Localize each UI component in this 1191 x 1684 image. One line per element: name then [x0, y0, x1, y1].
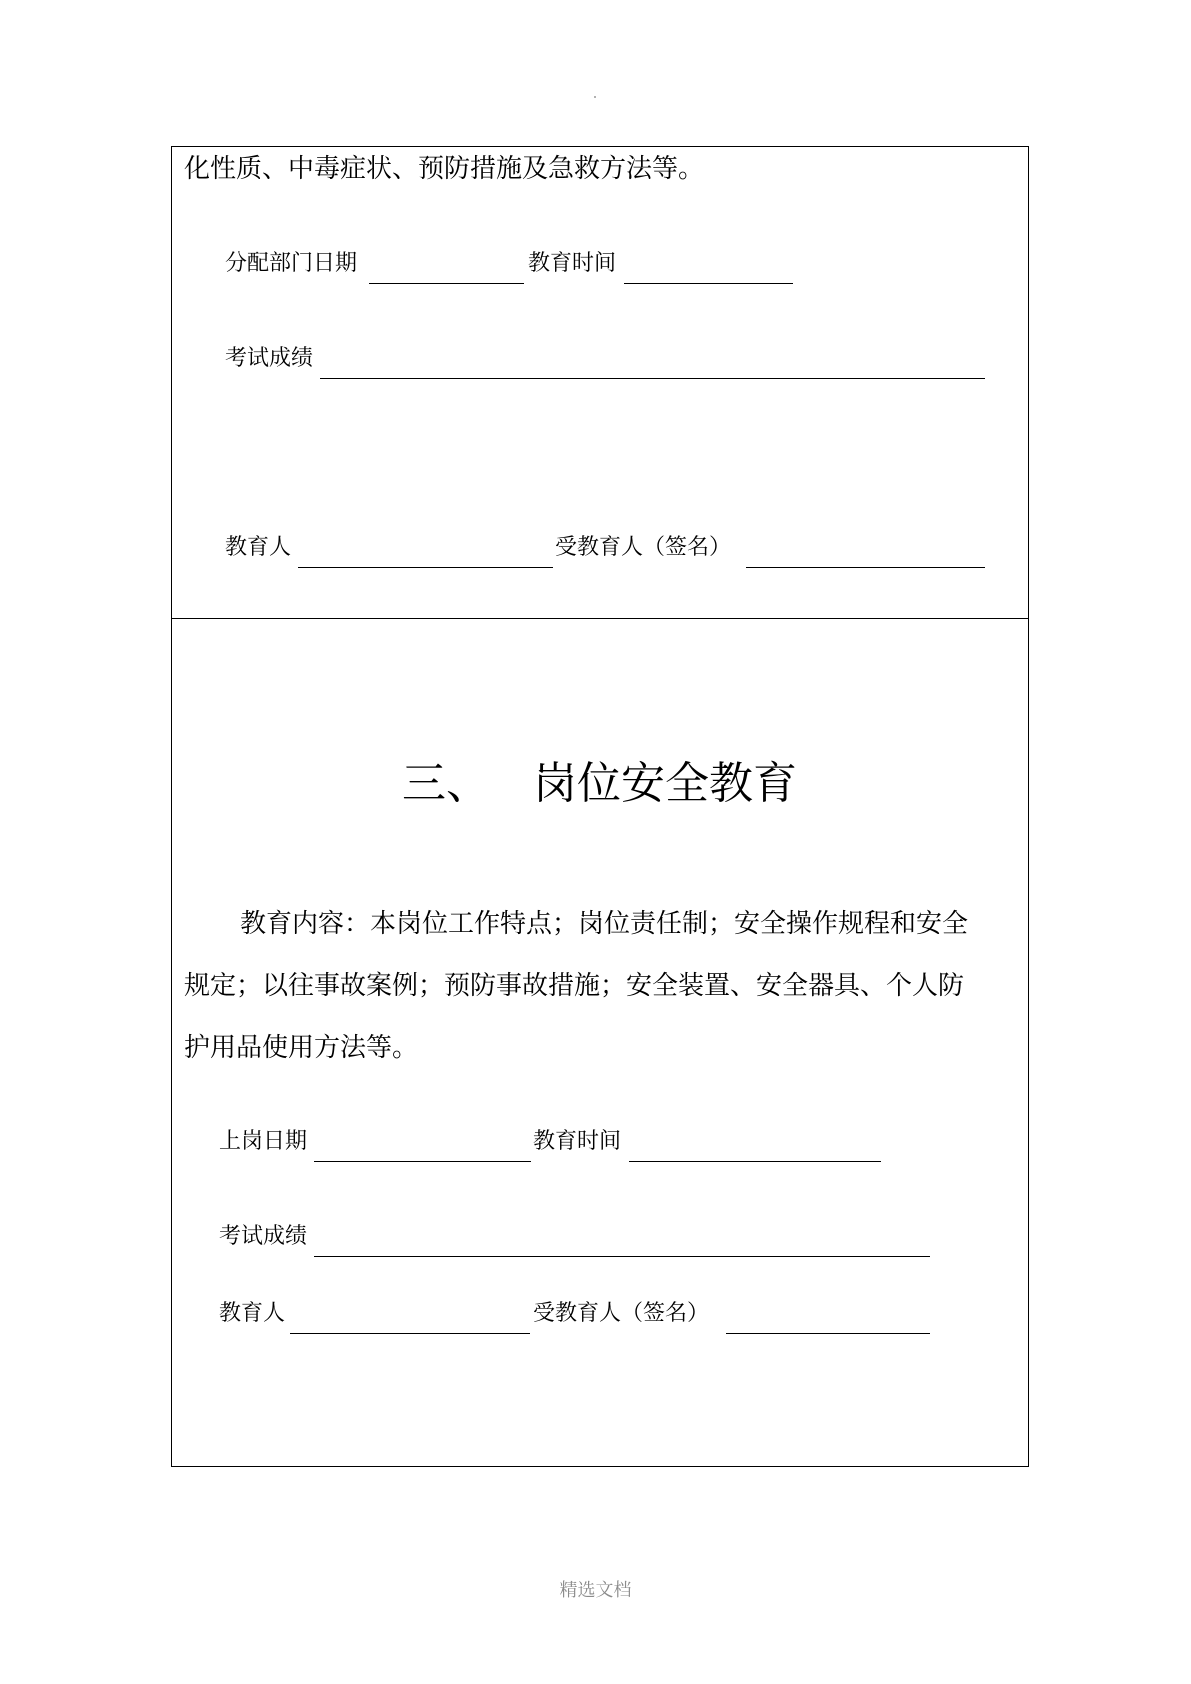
table-cell-job-safety: [172, 619, 1028, 1466]
trainee-signature-label: 受教育人（签名）: [555, 535, 732, 560]
educator-label-2: 教育人: [219, 1301, 286, 1326]
section-number: 三、: [402, 758, 490, 809]
department-date-field[interactable]: [369, 283, 524, 284]
educator-field-2[interactable]: [290, 1333, 530, 1334]
trainee-signature-label-2: 受教育人（签名）: [533, 1301, 710, 1326]
footer-text: 精选文档: [559, 1580, 632, 1601]
exam-score-label: 考试成绩: [225, 346, 314, 371]
education-time-label-2: 教育时间: [533, 1129, 622, 1154]
table-cell-top: [172, 147, 1028, 619]
exam-score-field[interactable]: [320, 378, 985, 379]
department-date-label: 分配部门日期: [225, 251, 358, 276]
content-line-2: 规定；以往事故案例；预防事故措施；安全装置、安全器具、个人防: [184, 971, 965, 1001]
section-title: 岗位安全教育: [533, 758, 797, 809]
content-line-3: 护用品使用方法等。: [184, 1033, 419, 1063]
educator-field[interactable]: [298, 567, 553, 568]
trainee-signature-field-2[interactable]: [726, 1333, 930, 1334]
form-table: [171, 146, 1029, 1467]
content-line-1: 教育内容：本岗位工作特点；岗位责任制；安全操作规程和安全: [240, 909, 969, 939]
education-time-field[interactable]: [624, 283, 793, 284]
exam-score-label-2: 考试成绩: [219, 1224, 308, 1249]
continuation-text: 化性质、中毒症状、预防措施及急救方法等。: [184, 154, 705, 184]
page-marker-dot: [594, 96, 596, 98]
job-start-date-label: 上岗日期: [219, 1129, 308, 1154]
education-time-field-2[interactable]: [629, 1161, 881, 1162]
trainee-signature-field[interactable]: [746, 567, 985, 568]
educator-label: 教育人: [225, 535, 292, 560]
job-start-date-field[interactable]: [314, 1161, 531, 1162]
education-time-label: 教育时间: [528, 251, 617, 276]
exam-score-field-2[interactable]: [314, 1256, 930, 1257]
